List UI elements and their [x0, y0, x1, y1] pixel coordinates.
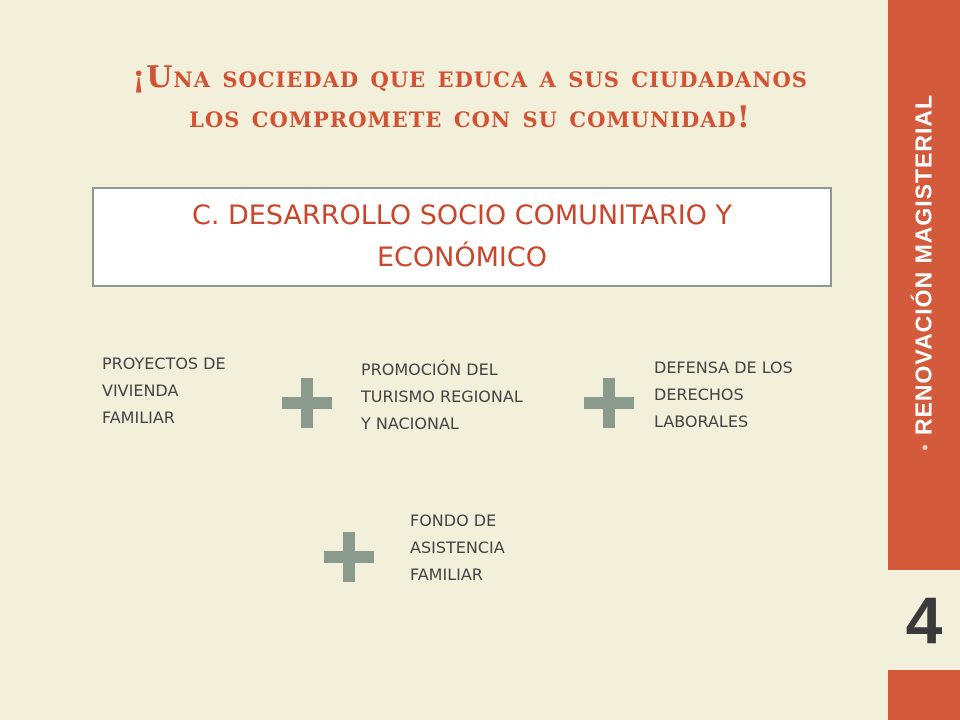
sidebar-label — [911, 94, 938, 450]
item-line: TURISMO REGIONAL — [361, 387, 523, 406]
sidebar-label-text: RENOVACIÓN MAGISTERIAL — [910, 93, 937, 436]
item-promocion-turismo — [361, 356, 523, 437]
item-line: VIVIENDA — [102, 381, 179, 400]
item-line: PROYECTOS DE — [102, 354, 226, 373]
item-proyectos-vivienda — [102, 350, 226, 431]
item-line: PROMOCIÓN DEL — [361, 360, 498, 379]
slide-number-box — [888, 570, 960, 670]
item-fondo-asistencia — [410, 507, 505, 588]
sidebar-label-area — [888, 0, 960, 545]
headline-line-1: ¡Una sociedad que educa a sus ciudadanos — [132, 60, 808, 95]
section-title — [192, 195, 732, 279]
plus-icon — [282, 378, 332, 428]
plus-icon — [324, 532, 374, 582]
item-line: Y NACIONAL — [361, 414, 459, 433]
item-line: ASISTENCIA — [410, 538, 505, 557]
section-title-line-1: C. DESARROLLO SOCIO COMUNITARIO Y — [192, 200, 732, 231]
section-title-line-2: ECONÓMICO — [377, 242, 547, 273]
item-line: LABORALES — [654, 412, 749, 431]
item-line: DERECHOS — [654, 385, 744, 404]
headline — [60, 58, 880, 138]
slide-number: 4 — [905, 583, 943, 657]
item-line: DEFENSA DE LOS — [654, 358, 793, 377]
item-line: FAMILIAR — [410, 565, 483, 584]
headline-line-2: los compromete con su comunidad! — [189, 100, 751, 135]
plus-icon — [584, 378, 634, 428]
item-line: FONDO DE — [410, 511, 497, 530]
item-defensa-derechos — [654, 354, 793, 435]
section-title-box — [92, 187, 832, 287]
item-line: FAMILIAR — [102, 408, 175, 427]
bullet-icon — [923, 445, 928, 450]
